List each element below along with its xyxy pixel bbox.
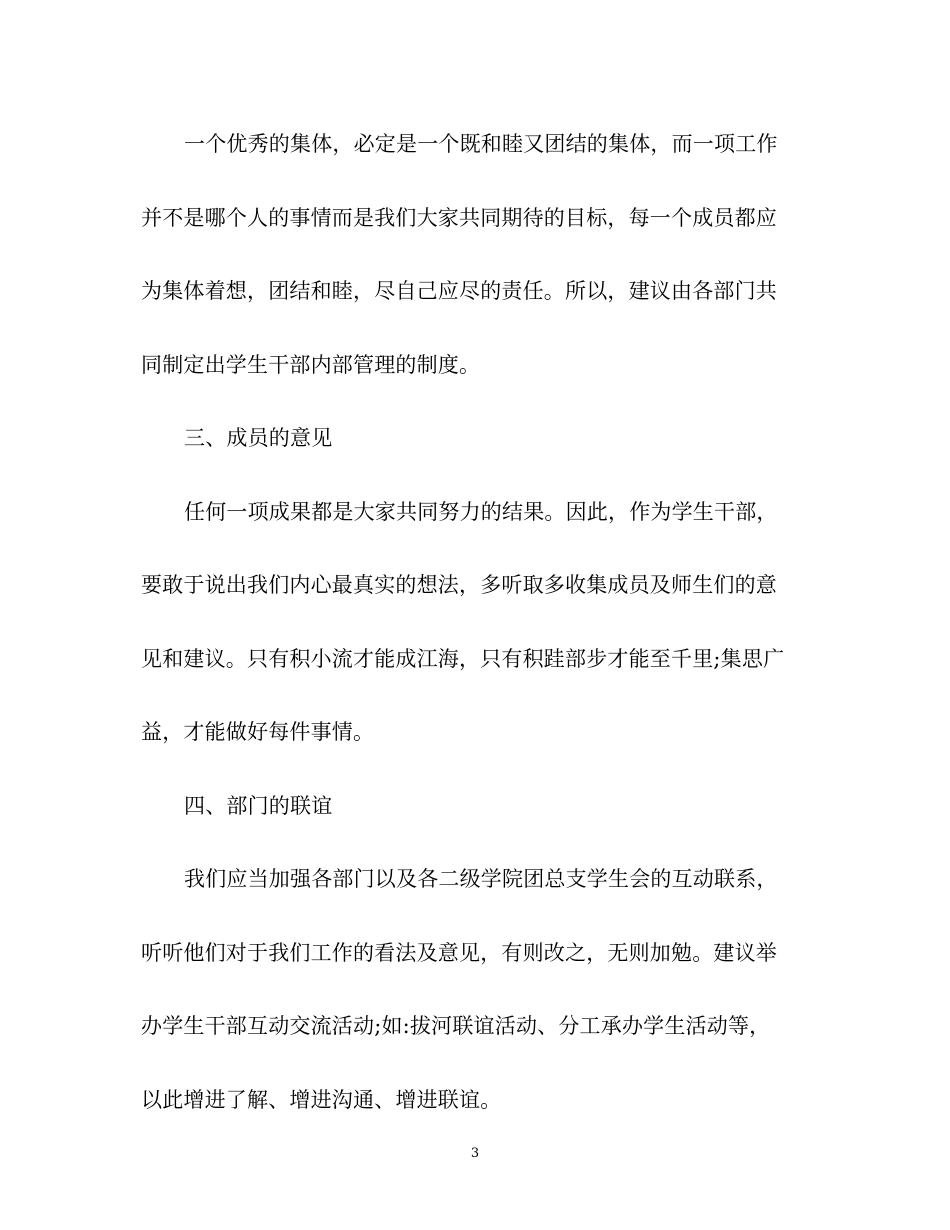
paragraph-1-line-3: 为集体着想，团结和睦，尽自己应尽的责任。所以，建议由各部门共 — [141, 279, 777, 303]
paragraph-3-line-2: 听听他们对于我们工作的看法及意见，有则改之，无则加勉。建议举 — [141, 941, 777, 965]
paragraph-1-line-1: 一个优秀的集体，必定是一个既和睦又团结的集体，而一项工作 — [184, 132, 778, 156]
paragraph-2-line-3: 见和建议。只有积小流才能成江海，只有积跬部步才能至千里;集思广 — [141, 647, 785, 671]
paragraph-2-line-2: 要敢于说出我们内心最真实的想法，多听取多收集成员及师生们的意 — [141, 573, 777, 597]
paragraph-3-line-4: 以此增进了解、增进沟通、增进联谊。 — [141, 1088, 502, 1112]
paragraph-1-line-4: 同制定出学生干部内部管理的制度。 — [141, 353, 481, 377]
paragraph-3-line-3: 办学生干部互动交流活动;如:拔河联谊活动、分工承办学生活动等， — [141, 1014, 771, 1038]
paragraph-1-line-2: 并不是哪个人的事情而是我们大家共同期待的目标，每一个成员都应 — [141, 206, 777, 230]
page-number: 3 — [470, 1146, 480, 1161]
section-heading-4: 四、部门的联谊 — [184, 794, 333, 818]
section-heading-3: 三、成员的意见 — [184, 426, 333, 450]
paragraph-3-line-1: 我们应当加强各部门以及各二级学院团总支学生会的互动联系， — [184, 867, 778, 891]
paragraph-2-line-4: 益，才能做好每件事情。 — [141, 720, 375, 744]
paragraph-2-line-1: 任何一项成果都是大家共同努力的结果。因此，作为学生干部， — [184, 500, 778, 524]
